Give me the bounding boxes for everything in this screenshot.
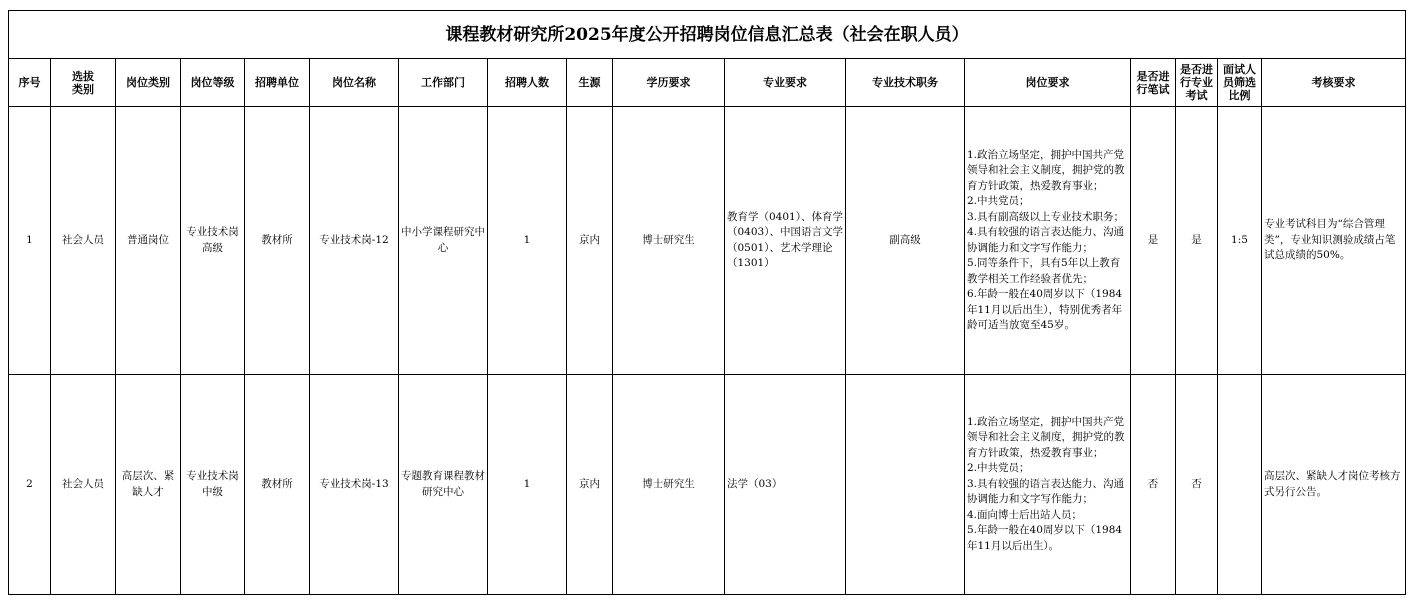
cell-dept: 中小学课程研究中心 [399,107,488,375]
cell-post-name: 专业技术岗-12 [310,107,399,375]
cell-post-category: 普通岗位 [116,107,181,375]
header-count: 招聘人数 [488,59,567,107]
table-row [9,107,1406,375]
recruitment-table-sheet [8,10,1406,595]
header-assessment: 考核要求 [1262,59,1406,107]
header-tech-title: 专业技术职务 [846,59,965,107]
cell-ratio [1218,375,1262,595]
post-req-line: 6.年龄一般在40周岁以下（1984年11月以后出生），特别优秀者年龄可适当放宽至45岁。 [967,288,1123,331]
cell-count: 1 [488,375,567,595]
header-unit: 招聘单位 [245,59,310,107]
post-req-line: 4.面向博士后出站人员； [967,508,1083,521]
post-req-line: 2.中共党员； [967,462,1030,475]
cell-written: 否 [1131,375,1176,595]
post-req-line: 5.同等条件下，具有5年以上教育教学相关工作经验者优先； [967,257,1121,285]
cell-tech-title [846,375,965,595]
cell-unit: 教材所 [245,375,310,595]
cell-assessment: 专业考试科目为“综合管理类”，专业知识测验成绩占笔试总成绩的50%。 [1262,107,1406,375]
cell-written: 是 [1131,107,1176,375]
cell-seq: 2 [9,375,51,595]
cell-select-type: 社会人员 [51,375,116,595]
cell-unit: 教材所 [245,107,310,375]
cell-major: 教育学（0401）、体育学（0403）、中国语言文学（0501）、艺术学理论（1301） [725,107,846,375]
table-row [9,375,1406,595]
cell-source: 京内 [567,107,613,375]
cell-post-name: 专业技术岗-13 [310,375,399,595]
cell-source: 京内 [567,375,613,595]
cell-major: 法学（03） [725,375,846,595]
post-req-line: 4.具有较强的语言表达能力、沟通协调能力和文字写作能力； [967,226,1125,254]
cell-education: 博士研究生 [613,107,725,375]
header-education: 学历要求 [613,59,725,107]
cell-post-req [965,375,1131,595]
post-req-line: 1.政治立场坚定，拥护中国共产党领导和社会主义制度，拥护党的教育方针政策，热爱教育事业； [967,148,1125,192]
cell-select-type: 社会人员 [51,107,116,375]
header-seq: 序号 [9,59,51,107]
header-post-name: 岗位名称 [310,59,399,107]
cell-seq: 1 [9,107,51,375]
cell-assessment: 高层次、紧缺人才岗位考核方式另行公告。 [1262,375,1406,595]
header-row [9,59,1406,107]
header-ratio: 面试人员筛选比例 [1218,59,1262,107]
cell-post-level: 专业技术岗中级 [181,375,245,595]
cell-count: 1 [488,107,567,375]
header-major: 专业要求 [725,59,846,107]
post-req-line: 1.政治立场坚定，拥护中国共产党领导和社会主义制度，拥护党的教育方针政策，热爱教育事业； [967,415,1125,459]
header-prof-exam: 是否进行专业考试 [1176,59,1218,107]
cell-post-level: 专业技术岗高级 [181,107,245,375]
header-post-category: 岗位类别 [116,59,181,107]
post-req-line: 2.中共党员； [967,195,1030,207]
post-req-line: 5.年龄一般在40周岁以下（1984年11月以后出生）。 [967,524,1123,552]
cell-prof-exam: 是 [1176,107,1218,375]
header-dept: 工作部门 [399,59,488,107]
post-req-line: 3.具有较强的语言表达能力、沟通协调能力和文字写作能力； [967,477,1125,506]
cell-tech-title: 副高级 [846,107,965,375]
header-select-type: 选拔 类别 [51,59,116,107]
cell-dept: 专题教育课程教材研究中心 [399,375,488,595]
cell-post-category: 高层次、紧缺人才 [116,375,181,595]
post-req-line: 3.具有副高级以上专业技术职务； [967,210,1125,223]
cell-prof-exam: 否 [1176,375,1218,595]
cell-post-req [965,107,1131,375]
header-written: 是否进行笔试 [1131,59,1176,107]
table-title: 课程教材研究所2025年度公开招聘岗位信息汇总表（社会在职人员） [9,11,1406,59]
header-source: 生源 [567,59,613,107]
header-post-level: 岗位等级 [181,59,245,107]
cell-education: 博士研究生 [613,375,725,595]
cell-ratio: 1:5 [1218,107,1262,375]
header-post-req: 岗位要求 [965,59,1131,107]
recruitment-table [8,10,1406,595]
